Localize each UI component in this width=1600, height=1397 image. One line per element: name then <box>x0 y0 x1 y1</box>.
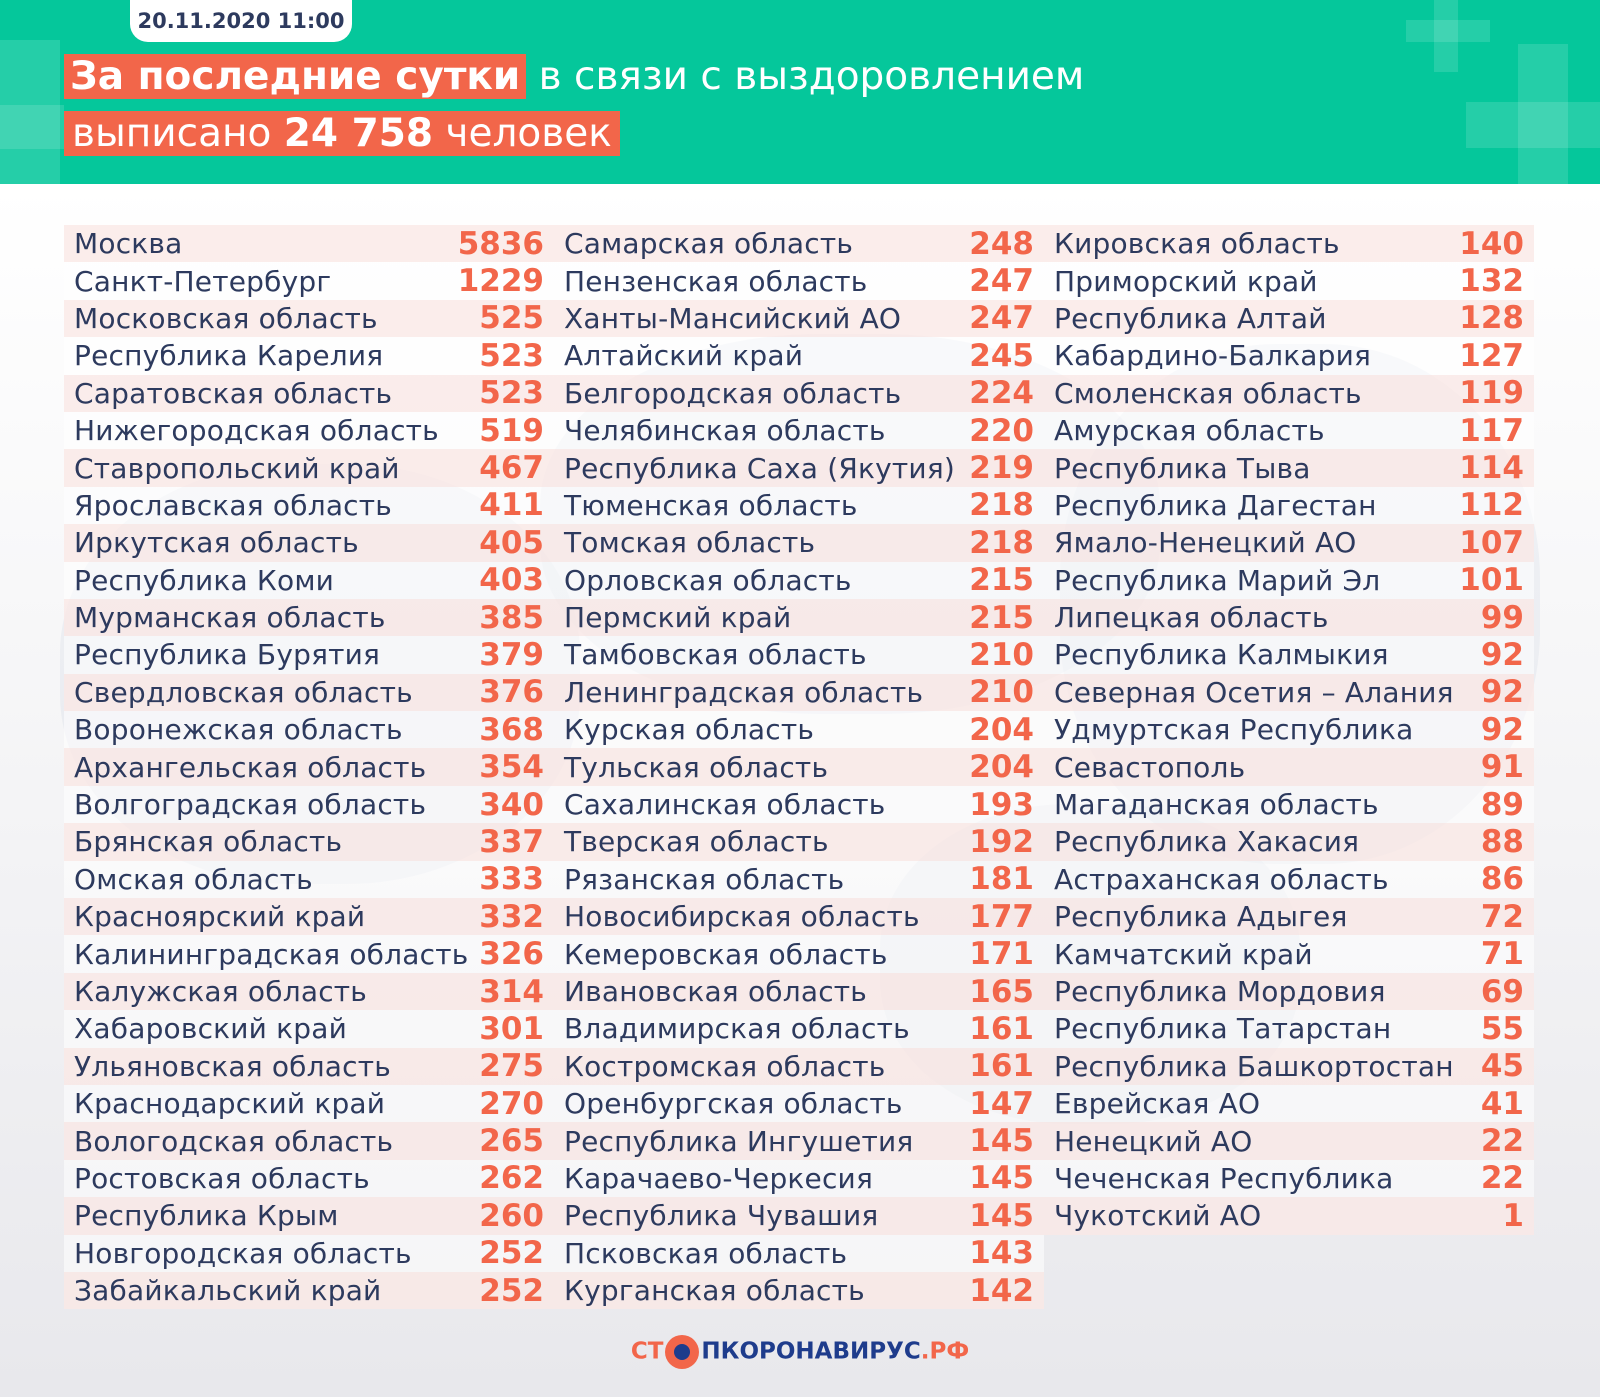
region-value: 224 <box>969 375 1034 412</box>
headline-line-1 <box>64 51 1084 103</box>
region-name: Еврейская АО <box>1054 1087 1261 1121</box>
headline-post: человек <box>445 111 612 156</box>
region-row <box>554 861 1044 898</box>
region-name: Ямало-Ненецкий АО <box>1054 526 1357 560</box>
region-value: 112 <box>1459 487 1524 524</box>
region-value: 218 <box>969 524 1034 561</box>
region-value: 145 <box>969 1160 1034 1197</box>
region-row <box>1044 711 1534 748</box>
region-name: Чукотский АО <box>1054 1199 1262 1233</box>
region-name: Мурманская область <box>74 601 386 635</box>
region-row <box>64 599 554 636</box>
region-row <box>64 337 554 374</box>
region-name: Калининградская область <box>74 937 469 971</box>
region-name: Волгоградская область <box>74 788 427 822</box>
region-value: 218 <box>969 487 1034 524</box>
region-row <box>554 973 1044 1010</box>
region-name: Республика Калмыкия <box>1054 638 1389 672</box>
region-name: Ставропольский край <box>74 451 400 485</box>
region-row <box>1044 973 1534 1010</box>
region-value: 210 <box>969 636 1034 673</box>
region-row <box>1044 1085 1534 1122</box>
region-name: Республика Крым <box>74 1199 339 1233</box>
region-name: Брянская область <box>74 825 343 859</box>
region-row <box>1044 1197 1534 1234</box>
region-row <box>64 1235 554 1272</box>
region-value: 340 <box>479 786 544 823</box>
region-value: 72 <box>1480 898 1524 935</box>
region-row <box>554 1235 1044 1272</box>
region-value: 71 <box>1480 936 1524 973</box>
region-row <box>1044 225 1534 262</box>
region-value: 220 <box>969 412 1034 449</box>
region-value: 245 <box>969 337 1034 374</box>
region-name: Московская область <box>74 301 378 335</box>
region-name: Тамбовская область <box>564 638 867 672</box>
region-row <box>64 524 554 561</box>
region-row <box>554 748 1044 785</box>
region-name: Иркутская область <box>74 526 359 560</box>
region-name: Республика Адыгея <box>1054 900 1348 934</box>
region-row <box>1044 562 1534 599</box>
region-name: Тульская область <box>564 750 829 784</box>
region-name: Саратовская область <box>74 376 393 410</box>
region-row <box>1044 823 1534 860</box>
region-row <box>554 225 1044 262</box>
region-value: 314 <box>479 973 544 1010</box>
region-row <box>554 412 1044 449</box>
region-name: Москва <box>74 227 183 261</box>
region-value: 1229 <box>457 263 544 300</box>
region-name: Краснодарский край <box>74 1087 386 1121</box>
region-name: Владимирская область <box>564 1012 910 1046</box>
region-name: Кировская область <box>1054 227 1340 261</box>
region-row <box>1044 1122 1534 1159</box>
region-value: 1 <box>1502 1197 1524 1234</box>
region-value: 326 <box>479 936 544 973</box>
region-row <box>64 1085 554 1122</box>
region-value: 368 <box>479 711 544 748</box>
region-value: 101 <box>1459 562 1524 599</box>
region-value: 132 <box>1459 263 1524 300</box>
region-row <box>1044 524 1534 561</box>
region-row <box>64 674 554 711</box>
region-value: 92 <box>1480 674 1524 711</box>
region-value: 523 <box>479 337 544 374</box>
region-value: 45 <box>1480 1048 1524 1085</box>
region-name: Воронежская область <box>74 713 403 747</box>
region-row <box>1044 337 1534 374</box>
region-name: Красноярский край <box>74 900 366 934</box>
region-value: 265 <box>479 1123 544 1160</box>
region-name: Ивановская область <box>564 975 868 1008</box>
region-name: Омская область <box>74 862 313 896</box>
region-row <box>554 1085 1044 1122</box>
region-name: Приморский край <box>1054 264 1318 298</box>
region-row <box>1044 748 1534 785</box>
cross-decoration <box>1466 102 1600 148</box>
region-row <box>554 711 1044 748</box>
region-value: 337 <box>479 823 544 860</box>
region-name: Республика Дагестан <box>1054 488 1377 522</box>
region-value: 55 <box>1480 1010 1524 1047</box>
region-value: 204 <box>969 749 1034 786</box>
region-row <box>554 300 1044 337</box>
region-name: Республика Карелия <box>74 339 384 373</box>
stopcoronavirus-logo: СТ ПКОРОНАВИРУС.РФ <box>0 1335 1600 1369</box>
region-name: Липецкая область <box>1054 601 1329 635</box>
region-row <box>64 225 554 262</box>
cross-decoration <box>0 105 64 149</box>
region-row <box>1044 449 1534 486</box>
region-row <box>1044 487 1534 524</box>
region-row <box>64 748 554 785</box>
region-value: 22 <box>1480 1160 1524 1197</box>
region-value: 119 <box>1459 375 1524 412</box>
region-name: Смоленская область <box>1054 376 1362 410</box>
region-row <box>554 375 1044 412</box>
region-value: 22 <box>1480 1123 1524 1160</box>
region-name: Ханты-Мансийский АО <box>564 301 902 335</box>
region-value: 385 <box>479 599 544 636</box>
region-name: Республика Мордовия <box>1054 975 1386 1008</box>
region-value: 145 <box>969 1123 1034 1160</box>
region-value: 376 <box>479 674 544 711</box>
region-name: Калужская область <box>74 975 367 1008</box>
region-value: 128 <box>1459 300 1524 337</box>
region-row <box>554 599 1044 636</box>
region-name: Республика Коми <box>74 563 335 597</box>
region-value: 270 <box>479 1085 544 1122</box>
region-name: Республика Бурятия <box>74 638 381 672</box>
region-value: 177 <box>969 898 1034 935</box>
region-row <box>64 861 554 898</box>
region-value: 143 <box>969 1235 1034 1272</box>
region-value: 127 <box>1459 337 1524 374</box>
region-row <box>64 562 554 599</box>
region-value: 379 <box>479 636 544 673</box>
region-row <box>1044 898 1534 935</box>
region-value: 171 <box>969 936 1034 973</box>
region-value: 333 <box>479 861 544 898</box>
region-name: Республика Чувашия <box>564 1199 879 1233</box>
region-name: Псковская область <box>564 1236 848 1270</box>
region-value: 411 <box>479 487 544 524</box>
region-row <box>554 1048 1044 1085</box>
region-row <box>1044 1160 1534 1197</box>
region-row <box>554 1010 1044 1047</box>
region-row <box>554 636 1044 673</box>
region-name: Ленинградская область <box>564 675 924 709</box>
region-column-2 <box>554 225 1044 1309</box>
region-name: Кемеровская область <box>564 937 888 971</box>
region-row <box>554 262 1044 299</box>
region-value: 92 <box>1480 711 1524 748</box>
region-row <box>1044 786 1534 823</box>
region-name: Самарская область <box>564 227 854 261</box>
region-row <box>1044 412 1534 449</box>
region-name: Северная Осетия – Алания <box>1054 675 1454 709</box>
region-name: Забайкальский край <box>74 1274 382 1308</box>
region-row <box>1044 300 1534 337</box>
region-row <box>554 786 1044 823</box>
headline-pre: выписано <box>72 111 272 156</box>
date-label: 20.11.2020 11:00 <box>130 0 352 42</box>
region-row <box>64 636 554 673</box>
region-row <box>554 898 1044 935</box>
region-row <box>64 1010 554 1047</box>
region-value: 161 <box>969 1048 1034 1085</box>
region-value: 140 <box>1459 225 1524 262</box>
region-name: Республика Саха (Якутия) <box>564 451 955 485</box>
region-row <box>64 898 554 935</box>
region-row <box>1044 861 1534 898</box>
region-value: 354 <box>479 749 544 786</box>
region-name: Курская область <box>564 713 815 747</box>
region-row <box>554 1122 1044 1159</box>
region-row <box>1044 636 1534 673</box>
region-row <box>554 674 1044 711</box>
region-value: 99 <box>1480 599 1524 636</box>
region-row <box>64 449 554 486</box>
region-value: 107 <box>1459 524 1524 561</box>
region-name: Тюменская область <box>564 488 858 522</box>
region-row <box>64 786 554 823</box>
region-row <box>554 487 1044 524</box>
region-value: 219 <box>969 450 1034 487</box>
region-row <box>64 1272 554 1309</box>
region-name: Республика Алтай <box>1054 301 1327 335</box>
region-value: 41 <box>1480 1085 1524 1122</box>
region-value: 215 <box>969 562 1034 599</box>
region-row <box>64 1197 554 1234</box>
headline-rest: в связи с выздоровлением <box>538 54 1085 99</box>
region-row <box>554 935 1044 972</box>
headline-number: 24 758 <box>283 111 433 156</box>
region-name: Камчатский край <box>1054 937 1313 971</box>
region-value: 117 <box>1459 412 1524 449</box>
region-row <box>64 412 554 449</box>
region-name: Челябинская область <box>564 414 886 448</box>
region-value: 142 <box>969 1272 1034 1309</box>
region-value: 145 <box>969 1197 1034 1234</box>
region-row <box>64 1048 554 1085</box>
region-name: Костромская область <box>564 1049 886 1083</box>
region-row <box>64 1122 554 1159</box>
region-value: 86 <box>1480 861 1524 898</box>
region-name: Республика Башкортостан <box>1054 1049 1454 1083</box>
region-row <box>1044 674 1534 711</box>
region-name: Республика Хакасия <box>1054 825 1360 859</box>
region-value: 247 <box>969 300 1034 337</box>
region-name: Рязанская область <box>564 862 845 896</box>
region-value: 275 <box>479 1048 544 1085</box>
region-row <box>554 1197 1044 1234</box>
region-value: 5836 <box>457 225 544 262</box>
region-name: Тверская область <box>564 825 829 859</box>
region-name: Астраханская область <box>1054 862 1389 896</box>
cross-decoration <box>1406 20 1490 42</box>
region-name: Томская область <box>564 526 816 560</box>
region-name: Пензенская область <box>564 264 868 298</box>
region-name: Кабардино-Балкария <box>1054 339 1372 373</box>
header-banner <box>0 0 1600 184</box>
region-value: 519 <box>479 412 544 449</box>
region-row <box>64 375 554 412</box>
region-name: Оренбургская область <box>564 1087 903 1121</box>
region-column-3 <box>1044 225 1534 1235</box>
region-value: 467 <box>479 450 544 487</box>
region-row <box>1044 1010 1534 1047</box>
region-value: 89 <box>1480 786 1524 823</box>
region-value: 260 <box>479 1197 544 1234</box>
region-name: Ярославская область <box>74 488 392 522</box>
region-value: 247 <box>969 263 1034 300</box>
region-value: 215 <box>969 599 1034 636</box>
region-name: Хабаровский край <box>74 1012 348 1046</box>
region-row <box>554 1160 1044 1197</box>
region-name: Республика Ингушетия <box>564 1124 914 1158</box>
region-name: Ненецкий АО <box>1054 1124 1253 1158</box>
region-value: 332 <box>479 898 544 935</box>
region-row <box>554 524 1044 561</box>
region-name: Амурская область <box>1054 414 1325 448</box>
region-name: Удмуртская Республика <box>1054 713 1414 747</box>
headline-line-2 <box>64 108 620 160</box>
region-value: 114 <box>1459 450 1524 487</box>
region-name: Республика Тыва <box>1054 451 1311 485</box>
region-row <box>1044 935 1534 972</box>
region-value: 525 <box>479 300 544 337</box>
region-row <box>554 337 1044 374</box>
region-value: 181 <box>969 861 1034 898</box>
region-row <box>64 1160 554 1197</box>
region-name: Магаданская область <box>1054 788 1379 822</box>
region-name: Вологодская область <box>74 1124 394 1158</box>
region-name: Архангельская область <box>74 750 427 784</box>
region-value: 523 <box>479 375 544 412</box>
region-column-1 <box>64 225 554 1309</box>
region-row <box>554 449 1044 486</box>
region-value: 301 <box>479 1010 544 1047</box>
region-value: 210 <box>969 674 1034 711</box>
region-row <box>64 487 554 524</box>
region-name: Новосибирская область <box>564 900 920 934</box>
region-name: Свердловская область <box>74 675 413 709</box>
region-name: Пермский край <box>564 601 792 635</box>
region-row <box>554 562 1044 599</box>
region-value: 193 <box>969 786 1034 823</box>
region-value: 192 <box>969 823 1034 860</box>
region-name: Нижегородская область <box>74 414 439 448</box>
region-value: 88 <box>1480 823 1524 860</box>
region-name: Ульяновская область <box>74 1049 391 1083</box>
region-row <box>64 711 554 748</box>
region-row <box>554 1272 1044 1309</box>
virus-stop-icon <box>665 1335 699 1369</box>
region-row <box>64 973 554 1010</box>
region-value: 403 <box>479 562 544 599</box>
region-value: 147 <box>969 1085 1034 1122</box>
region-row <box>64 300 554 337</box>
region-row <box>554 823 1044 860</box>
region-value: 92 <box>1480 636 1524 673</box>
region-name: Чеченская Республика <box>1054 1161 1394 1195</box>
region-row <box>64 823 554 860</box>
region-value: 252 <box>479 1272 544 1309</box>
region-row <box>1044 375 1534 412</box>
region-name: Белгородская область <box>564 376 902 410</box>
region-name: Алтайский край <box>564 339 804 373</box>
region-name: Новгородская область <box>74 1236 412 1270</box>
region-value: 248 <box>969 225 1034 262</box>
region-name: Курганская область <box>564 1274 865 1308</box>
region-name: Ростовская область <box>74 1161 370 1195</box>
region-name: Республика Марий Эл <box>1054 563 1381 597</box>
region-name: Сахалинская область <box>564 788 886 822</box>
region-value: 252 <box>479 1235 544 1272</box>
region-row <box>1044 262 1534 299</box>
region-row <box>1044 599 1534 636</box>
region-value: 161 <box>969 1010 1034 1047</box>
region-name: Санкт-Петербург <box>74 264 332 298</box>
region-name: Севастополь <box>1054 750 1246 784</box>
region-name: Республика Татарстан <box>1054 1012 1392 1046</box>
region-value: 165 <box>969 973 1034 1010</box>
region-value: 69 <box>1480 973 1524 1010</box>
region-row <box>1044 1048 1534 1085</box>
headline-highlight: За последние сутки <box>64 54 526 99</box>
region-name: Карачаево-Черкесия <box>564 1161 874 1195</box>
region-value: 262 <box>479 1160 544 1197</box>
region-row <box>64 935 554 972</box>
region-row <box>64 262 554 299</box>
region-value: 91 <box>1480 749 1524 786</box>
region-value: 405 <box>479 524 544 561</box>
region-value: 204 <box>969 711 1034 748</box>
region-name: Орловская область <box>564 563 852 597</box>
